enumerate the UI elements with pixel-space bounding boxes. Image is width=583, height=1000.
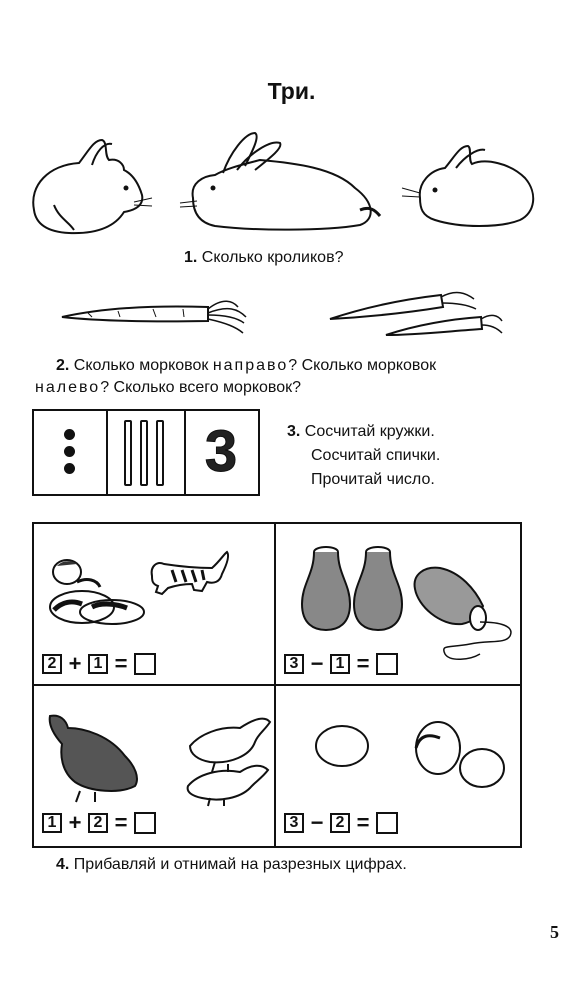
jug-icon [300, 544, 520, 662]
rabbit-illustration-3 [400, 138, 540, 233]
page-number: 5 [550, 922, 559, 942]
digit-card: 1 [42, 813, 62, 833]
question-4: 4. Прибавляй и отнимай на разрезных цифрах. [56, 856, 407, 873]
equation-4 [284, 811, 398, 835]
digit-card: 1 [330, 654, 350, 674]
question-3-line-2: Сосчитай спички. [311, 447, 441, 464]
question-1: 1. Сколько кроликов? [184, 249, 344, 266]
digit-card: 1 [88, 654, 108, 674]
equals-sign: = [356, 810, 370, 835]
page-title: Три. [267, 78, 316, 104]
matchstick-icon [156, 420, 164, 486]
carrot-illustration-right [58, 295, 248, 335]
counting-frame [32, 409, 260, 496]
equals-sign: = [114, 810, 128, 835]
frame-divider [184, 411, 186, 494]
circle-icon [64, 463, 75, 474]
exercise-grid [32, 522, 522, 848]
rabbit-illustration-1 [24, 130, 154, 240]
question-2-line-2: налево? Сколько всего морковок? [35, 379, 302, 396]
numeral-card: 3 [204, 419, 238, 484]
operator: − [310, 651, 324, 676]
circle-icon [64, 429, 75, 440]
equals-sign: = [114, 651, 128, 676]
answer-box[interactable] [134, 653, 156, 675]
answer-box[interactable] [376, 812, 398, 834]
matchstick-icon [124, 420, 132, 486]
equals-sign: = [356, 651, 370, 676]
answer-box[interactable] [376, 653, 398, 675]
question-3-line-3: Прочитай число. [311, 471, 435, 488]
question-3: 3. Сосчитай кружки. [287, 423, 435, 440]
operator: + [68, 651, 82, 676]
frame-divider [106, 411, 108, 494]
kittens-illustration [42, 552, 152, 632]
operator: − [310, 810, 324, 835]
question-2-line-1: 2. Сколько морковок направо? Сколько морковок [56, 357, 437, 374]
rabbit-illustration-2 [175, 128, 385, 233]
matchstick-icon [140, 420, 148, 486]
digit-card: 2 [330, 813, 350, 833]
circle-icon [64, 446, 75, 457]
digit-card: 3 [284, 654, 304, 674]
digit-card: 2 [42, 654, 62, 674]
equation-1 [42, 652, 156, 676]
carrot-illustration-left [326, 285, 506, 340]
digit-card: 2 [88, 813, 108, 833]
operator: + [68, 810, 82, 835]
answer-box[interactable] [134, 812, 156, 834]
egg-icon [310, 704, 510, 794]
equation-2 [284, 652, 398, 676]
question-1-text: Сколько кроликов? [201, 249, 344, 266]
equation-3 [42, 811, 156, 835]
hen-icon [40, 706, 270, 806]
cat-icon [142, 546, 232, 601]
digit-card: 3 [284, 813, 304, 833]
